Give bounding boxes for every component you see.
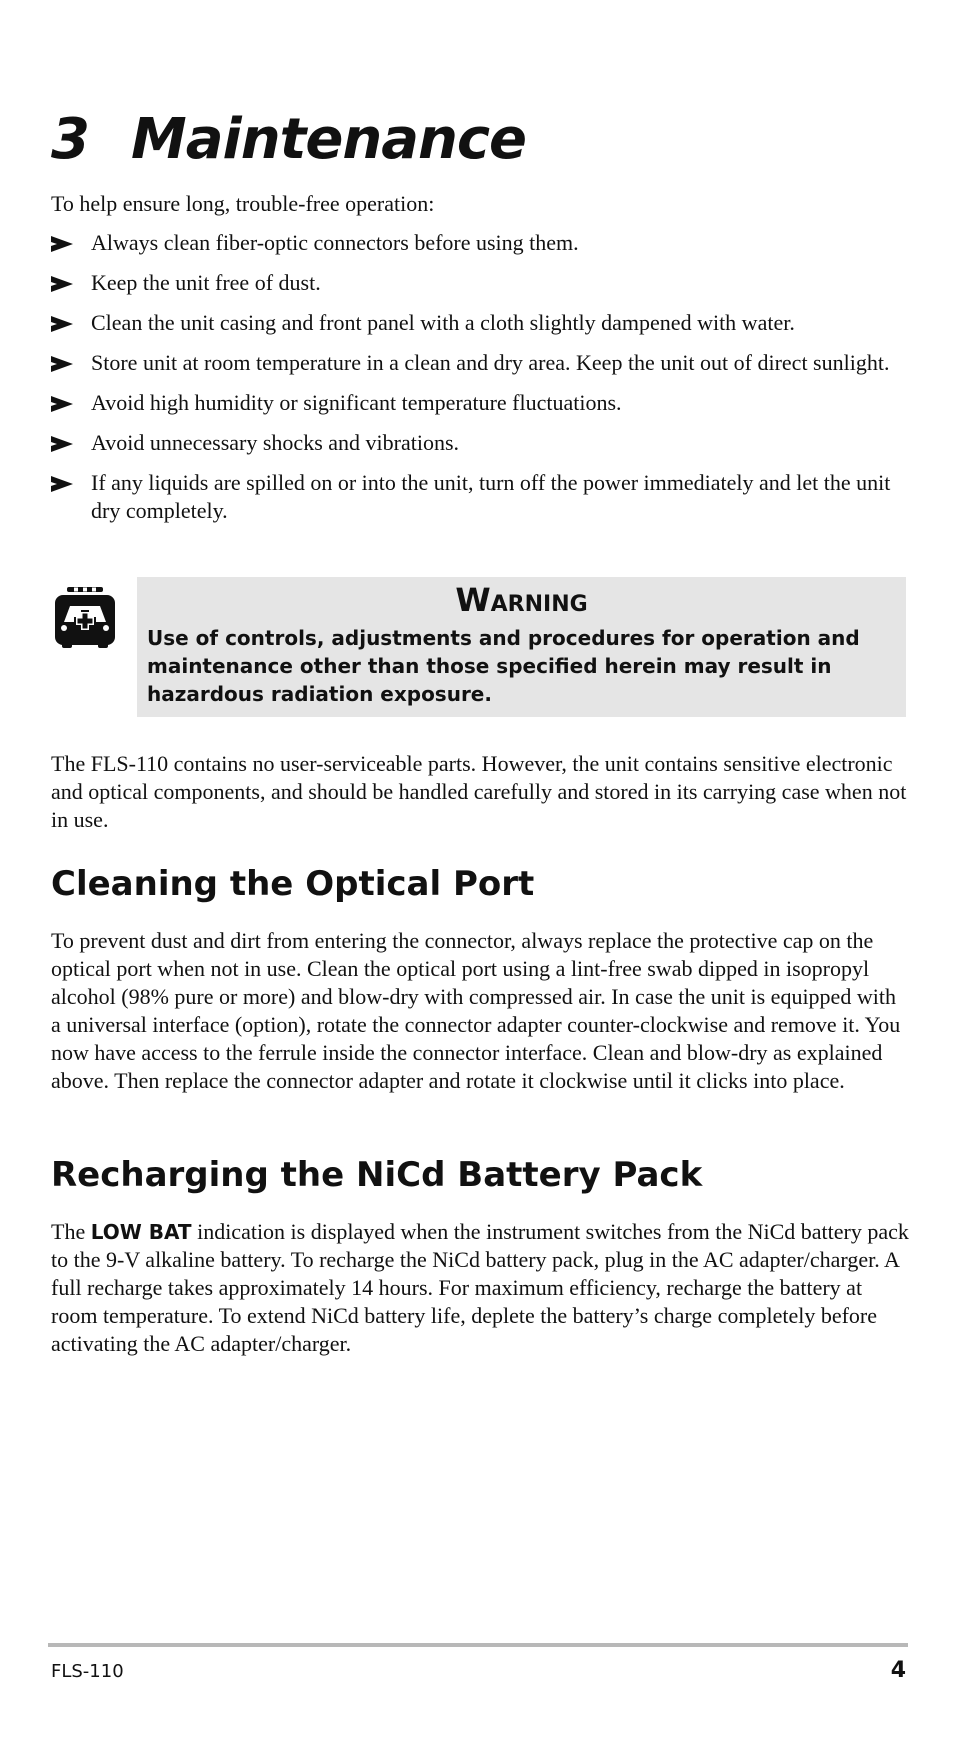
list-item: Clean the unit casing and front panel with a cloth slightly dampened with water. [51,309,906,337]
section-heading-recharge: Recharging the NiCd Battery Pack [51,1155,703,1195]
recharge-paragraph: The LOW BAT indication is displayed when the instrument switches from the NiCd battery pack to the 9-V alkaline battery. To recharge the NiCd battery pack, plug in the AC adapter/charger. A full recharge takes approximately 14 hours. For maximum efficiency, recharge the battery at room temperature. To extend NiCd battery life, deplete the battery’s charge completely before activating the AC adapter/charger. [51,1219,909,1356]
warning-title: Warning [455,581,588,619]
list-item: Always clean fiber-optic connectors before using them. [51,229,906,257]
chapter-number: 3 [51,107,89,172]
footer-product: FLS-110 [51,1661,124,1682]
arrow-bullet-icon [51,236,73,252]
chapter-name: Maintenance [131,107,527,172]
warning-text: Use of controls, adjustments and procedures for operation and maintenance other than those specified herein may result in hazardous radiation exposure. [147,626,860,706]
arrow-bullet-icon [51,436,73,452]
maintenance-list [51,229,906,537]
list-item: Keep the unit free of dust. [51,269,906,297]
list-item: Store unit at room temperature in a clean and dry area. Keep the unit out of direct sunlight. [51,349,906,377]
low-bat-term: LOW BAT [90,1220,192,1244]
list-item: Avoid unnecessary shocks and vibrations. [51,429,906,457]
intro-text: To help ensure long, trouble-free operation: [51,191,435,216]
ambulance-icon [52,586,118,648]
footer-divider [48,1643,908,1647]
arrow-bullet-icon [51,356,73,372]
general-paragraph: The FLS-110 contains no user-serviceable parts. However, the unit contains sensitive electronic and optical components, and should be handled carefully and stored in its carrying case when not in use. [51,751,907,832]
arrow-bullet-icon [51,396,73,412]
list-item: Avoid high humidity or significant temperature fluctuations. [51,389,906,417]
list-item: If any liquids are spilled on or into the unit, turn off the power immediately and let the unit dry completely. [51,469,906,525]
section-heading-cleaning: Cleaning the Optical Port [51,864,535,904]
arrow-bullet-icon [51,276,73,292]
page-number: 4 [890,1658,906,1683]
cleaning-paragraph: To prevent dust and dirt from entering the connector, always replace the protective cap on the optical port when not in use. Clean the optical port using a lint-free swab dipped in isopropyl alcohol (98% pure or more) and blow-dry with compressed air. In case the unit is equipped with a universal interface (option), rotate the connector adapter counter-clockwise and remove it. You now have access to the ferrule inside the connector interface. Clean and blow-dry as explained above. Then replace the connector adapter and rotate it clockwise until it clicks into place. [51,928,901,1093]
arrow-bullet-icon [51,316,73,332]
arrow-bullet-icon [51,476,73,492]
chapter-title [51,108,526,172]
